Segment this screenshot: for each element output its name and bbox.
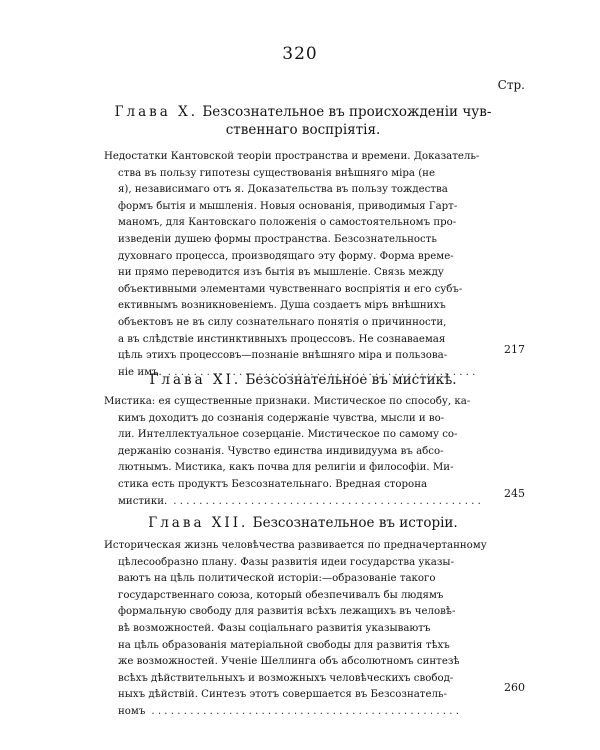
summary-line: государственнаго союза, который обезпечивалъ бы людямъ xyxy=(118,589,444,601)
summary-line: мистики. xyxy=(118,495,168,507)
summary-line: я), независимаго отъ я. Доказательства въ пользу тождества xyxy=(118,184,448,196)
summary-line: стика есть продуктъ Безсознательнаго. Вредная сторона xyxy=(118,478,428,490)
chapter-12-label: Глава XII. xyxy=(148,515,249,531)
chapter-11-title xyxy=(106,371,500,389)
summary-line: объектовъ не въ силу сознательнаго понятія о причинности, xyxy=(118,316,447,328)
summary-line: номъ xyxy=(118,705,146,717)
dot-leader xyxy=(145,704,504,721)
summary-line: объективными элементами чувственнаго воспріятія и его субъ- xyxy=(118,283,463,295)
summary-last-line xyxy=(104,704,504,721)
chapter-10-page-ref: 217 xyxy=(504,343,525,356)
summary-line: формъ бытія и мышленія. Новыя основанія, приводимыя Гарт- xyxy=(118,200,458,212)
summary-line: всѣхъ дѣйствительныхъ и возможныхъ человѣческихъ свобод- xyxy=(118,672,454,684)
summary-line: на цѣль образованія матеріальной свободы для развитія тѣхъ xyxy=(118,639,450,651)
summary-line: духовнаго процесса, производящаго эту форму. Форма време- xyxy=(118,250,454,262)
chapter-11-page-ref: 245 xyxy=(504,487,525,500)
summary-line: кимъ доходитъ до сознанія содержаніе чувства, мысли и во- xyxy=(118,412,445,424)
summary-line: ли. Интеллектуальное созерцаніе. Мистическое по самому со- xyxy=(118,429,458,441)
summary-line: Историческая жизнь человѣчества развивается по предначертанному xyxy=(104,540,487,551)
summary-line: ваютъ на цѣль политической исторіи:—образованіе такого xyxy=(118,573,436,585)
summary-line: же возможностей. Ученіе Шеллинга объ абсолютномъ синтезѣ xyxy=(118,656,460,668)
summary-line: ніе имъ. xyxy=(118,366,162,378)
chapter-10-label: Глава X. xyxy=(114,104,199,120)
summary-line: ективнымъ возникновеніемъ. Душа создаетъ міръ внѣшнихъ xyxy=(118,300,446,312)
summary-line: цѣль этихъ процессовъ—познаніе внѣшняго міра и пользова- xyxy=(118,350,448,362)
summary-last-line xyxy=(104,494,504,511)
chapter-12-title xyxy=(106,514,500,532)
page-number: 320 xyxy=(282,44,318,64)
summary-line: а въ слѣдствіе инстинктивныхъ процессовъ. Не сознаваемая xyxy=(118,333,446,345)
chapter-10-title-line-2: ственнаго воспріятія. xyxy=(225,122,381,138)
summary-line: цѣлесообразно плану. Фазы развитія идеи государства указы- xyxy=(118,556,454,568)
chapter-11-summary xyxy=(104,394,504,510)
chapter-10-title-line-1: Безсознательное въ происхожденіи чув- xyxy=(202,104,492,120)
summary-line: ни прямо переводится изъ бытія въ мышленіе. Связь между xyxy=(118,267,444,279)
dot-leader xyxy=(167,494,504,511)
summary-line: Мистика: ея существенные признаки. Мистическое по способу, ка- xyxy=(104,396,471,407)
summary-line: ства въ пользу гипотезы существованія внѣшняго міра (не xyxy=(118,167,436,179)
chapter-12-page-ref: 260 xyxy=(504,681,525,694)
chapter-10-title xyxy=(106,103,500,139)
summary-line: изведеніи душею формы пространства. Безсознательность xyxy=(118,233,437,245)
chapter-11-label: Глава XI. xyxy=(149,372,242,388)
chapter-12-summary xyxy=(104,538,504,721)
summary-line: формальную свободу для развитія всѣхъ лежащихъ въ человѣ- xyxy=(118,606,456,618)
summary-line: маномъ, для Кантовскаго положенія о самостоятельномъ про- xyxy=(118,217,457,229)
summary-line: Недостатки Кантовской теоріи пространства и времени. Доказатель- xyxy=(104,151,480,162)
summary-line: вѣ возможностей. Фазы соціальнаго развитія указываютъ xyxy=(118,622,431,634)
summary-line: держанію сознанія. Чувство единства индивидуума въ абсо- xyxy=(118,445,444,457)
page-column-label: Стр. xyxy=(497,78,525,92)
summary-line: лютнымъ. Мистика, какъ почва для религіи и философіи. Ми- xyxy=(118,462,454,474)
summary-line: ныхъ дѣйствій. Синтезъ этотъ совершается въ Безсознатель- xyxy=(118,689,447,701)
chapter-12-title-line-1: Безсознательное въ исторіи. xyxy=(252,515,458,531)
chapter-11-title-line-1: Безсознательное въ мистикѣ. xyxy=(245,372,457,388)
chapter-10-summary xyxy=(104,149,504,381)
